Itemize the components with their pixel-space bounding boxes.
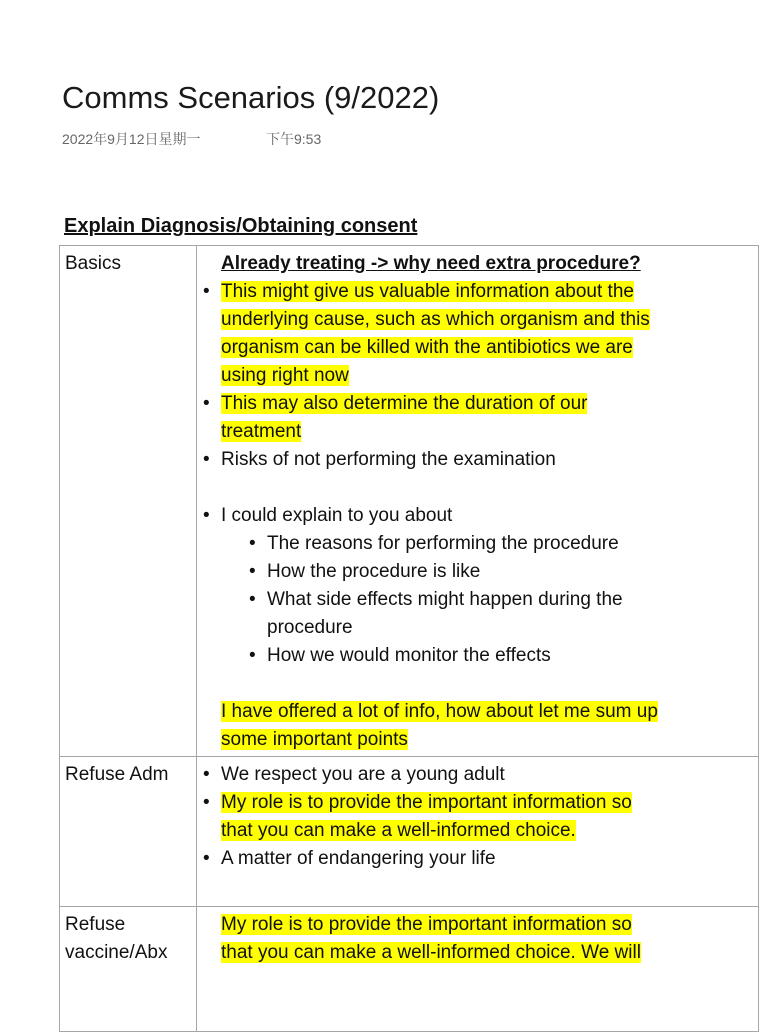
section-title: Explain Diagnosis/Obtaining consent	[64, 215, 418, 237]
list-item-text: • I could explain to you about	[221, 505, 453, 526]
highlighted-text: This might give us valuable information about the	[221, 281, 634, 302]
row-label: Refuse Adm	[60, 757, 197, 907]
highlighted-text: My role is to provide the important information so	[221, 914, 632, 935]
table-row-refuse-vaccine	[60, 907, 759, 1032]
sub-list-item: • How we would monitor the effects	[243, 642, 758, 670]
list-item	[197, 390, 758, 446]
explain-bullet-list	[197, 502, 758, 670]
list-item	[197, 789, 758, 845]
row-content	[197, 757, 759, 907]
list-item	[197, 278, 758, 390]
list-item: • We respect you are a young adult	[197, 761, 758, 789]
page-title: Comms Scenarios (9/2022)	[62, 80, 440, 115]
highlighted-text: This may also determine the duration of our	[221, 393, 588, 414]
scenarios-table	[59, 245, 759, 1032]
note-date: 2022年9月12日星期一	[62, 131, 201, 147]
highlighted-text: using right now	[221, 365, 349, 386]
highlighted-text: some important points	[221, 729, 408, 750]
list-item-text: • Risks of not performing the examination	[221, 449, 556, 470]
row-label: Basics	[60, 246, 197, 757]
table-row-basics	[60, 246, 759, 757]
row-content	[197, 246, 759, 757]
note-time: 下午9:53	[266, 131, 322, 147]
list-item	[197, 502, 758, 670]
highlighted-text: that you can make a well-informed choice.	[221, 820, 576, 841]
list-item: • A matter of endangering your life	[197, 845, 758, 873]
basics-heading: Already treating -> why need extra procedure?	[221, 253, 641, 274]
highlighted-text: that you can make a well-informed choice. We will	[221, 942, 641, 963]
basics-bullet-list	[197, 278, 758, 474]
table-row-refuse-adm	[60, 757, 759, 907]
refuse-adm-bullet-list	[197, 761, 758, 873]
sub-list-item: • How the procedure is like	[243, 558, 758, 586]
highlighted-text: My role is to provide the important information so	[221, 792, 632, 813]
highlighted-text: underlying cause, such as which organism and this	[221, 309, 650, 330]
row-label: Refuse vaccine/Abx	[60, 907, 197, 1032]
list-item	[197, 446, 758, 474]
highlighted-text: organism can be killed with the antibiotics we are	[221, 337, 633, 358]
row-content	[197, 907, 759, 1032]
closing-text	[197, 698, 758, 754]
highlighted-text: treatment	[221, 421, 302, 442]
sub-list-item: • What side effects might happen during the procedure	[243, 586, 758, 642]
sub-bullet-list	[197, 530, 758, 670]
highlighted-text: I have offered a lot of info, how about let me sum up	[221, 701, 658, 722]
sub-list-item: • The reasons for performing the procedure	[243, 530, 758, 558]
